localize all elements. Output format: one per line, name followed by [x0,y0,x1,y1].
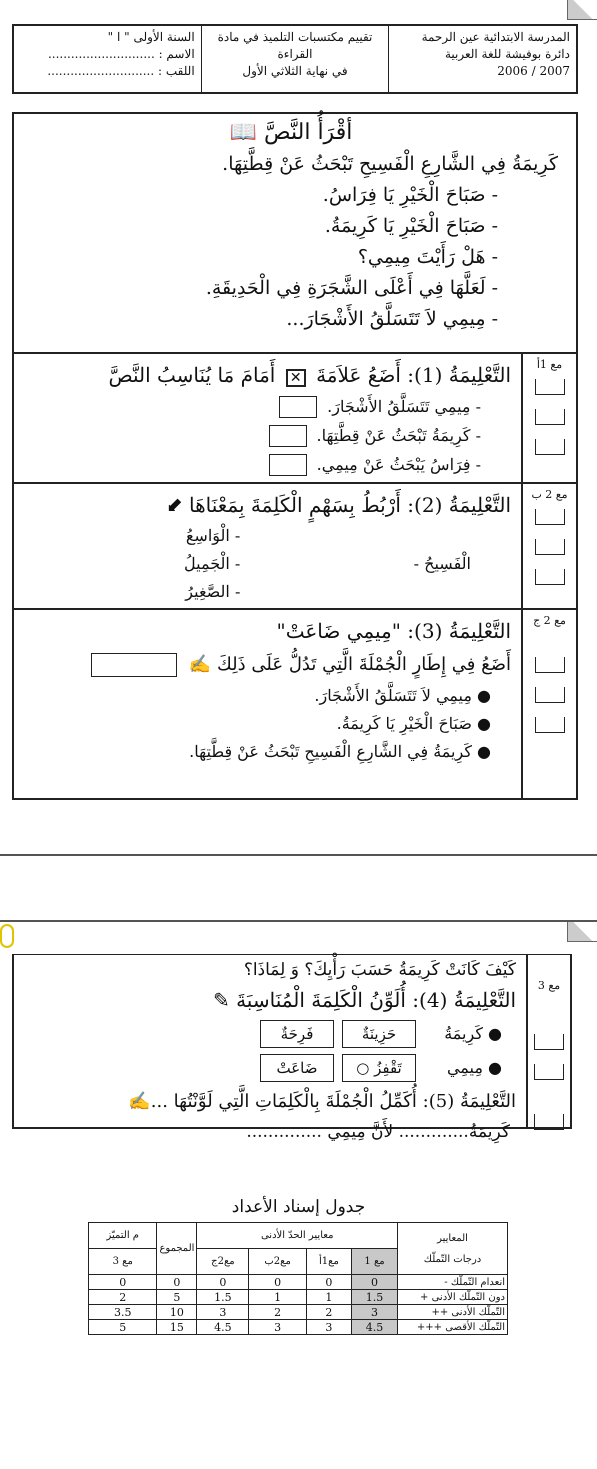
score-box[interactable] [535,657,565,673]
score-box[interactable] [535,569,565,585]
excellence-header: م التميّز [89,1223,157,1249]
reading-line: - صَبَاحَ الْخَيْرِ يَا كَرِيمَةُ. [324,215,498,237]
score-column [526,955,570,1127]
criteria-header: المعايير درجات التّملّك [398,1223,508,1275]
target-word[interactable]: - الْجَمِيلُ [184,554,241,573]
option-row[interactable]: ● صَبَاحَ الْخَيْرِ يَا كَرِيمَةُ. [336,714,491,733]
answer-checkbox[interactable] [269,454,307,476]
word-choice-row [24,1051,516,1085]
page-curl-icon [567,922,597,942]
option-row: - فِرَاسُ يَبْحَثُ عَنْ مِيمِي. [24,450,511,479]
score-column [521,610,576,798]
school-name: المدرسة الابتدائية عين الرحمة [421,30,570,44]
school-info [388,26,576,92]
question-content [14,955,526,1142]
matching-area [24,522,511,606]
col-header: مع 1 [352,1249,398,1275]
student-info [14,26,201,92]
score-box[interactable] [534,1114,564,1130]
question-title: التَّعْلِيمَةُ (4): أُلَوِّنُ الْكَلِمَةَ الْمُنَاسِبَةَ ✎ [212,988,516,1012]
target-word[interactable]: - الصَّغِيرُ [185,582,241,601]
reading-line: كَرِيمَةُ فِي الشَّارِعِ الْفَسِيحِ تَبْحَثُ عَنْ قِطَّتِهَا. [222,153,558,175]
option-row: - مِيمِي تَتَسَلَّقُ الأَشْجَارَ. [24,392,511,421]
reading-line: - صَبَاحَ الْخَيْرِ يَا فِرَاسُ. [322,184,498,206]
table-row: انعدام التّملّك - 0 0 0 0 0 0 [89,1275,508,1290]
criterion-label: مع 1أ [536,358,563,371]
word-option[interactable]: حَزِينَةٌ [342,1020,416,1048]
page-curl-icon [567,0,597,20]
option-row[interactable]: ● كَرِيمَةُ فِي الشَّارِعِ الْفَسِيحِ تَبْحَثُ عَنْ قِطَّتِهَا. [189,742,491,761]
question-content [14,484,521,608]
table-row: التّملّك الأدنى ++ 3 2 2 3 10 3.5 [89,1305,508,1320]
min-criteria-header: معايير الحدّ الأدنى [197,1223,398,1249]
question-3 [12,610,578,800]
score-box[interactable] [535,379,565,395]
score-box[interactable] [534,1064,564,1080]
total-header: المجموع [157,1223,197,1275]
reading-line: - لَعَلَّهَا فِي أَعْلَى الشَّجَرَةِ فِي الْحَدِيقَةِ. [205,277,498,299]
answer-checkbox[interactable] [279,396,317,418]
reading-line: - هَلْ رَأَيْتَ مِيمِي؟ [357,246,498,268]
col-header: مع2ج [197,1249,249,1275]
question-title: التَّعْلِيمَةُ (5): أُكَمِّلُ الْجُمْلَةَ بِالْكَلِمَاتِ الَّتِي لَوَّنْتُهَا ...✍ [128,1091,516,1112]
question-1 [12,354,578,484]
row-label: ● كَرِيمَةُ [444,1024,502,1043]
table-row: التّملّك الأقصى +++ 4.5 3 3 4.5 15 5 [89,1320,508,1335]
reading-line: - مِيمِي لاَ تَتَسَلَّقُ الأَشْجَارَ... [286,308,498,330]
question-instruction: أَضَعُ فِي إِطَارٍ الْجُمْلَةَ الَّتِي تَدُلُّ عَلَى ذَلِكَ ✍ [24,648,511,682]
row-label: ● مِيمِي [446,1058,502,1077]
worksheet-page-2 [0,920,597,1469]
reading-title: أقْرَأُ النَّصَّ 📖 [229,120,353,145]
district-name: دائرة بوفيشة للغة العربية [444,47,570,61]
word-option[interactable]: فَرِحَةٌ [260,1020,334,1048]
criterion-label: مع 2 ج [533,614,566,627]
table-row: دون التّملّك الأدنى + 1.5 1 1 1.5 5 2 [89,1290,508,1305]
score-box[interactable] [535,539,565,555]
page-gap [0,856,597,920]
surname-field[interactable]: اللقب : ............................ [47,64,195,78]
grade-table-title: جدول إسناد الأعداد [231,1197,366,1217]
target-word[interactable]: - الْوَاسِعُ [185,526,241,545]
score-box[interactable] [535,687,565,703]
name-field[interactable]: الاسم : ............................ [47,47,195,61]
question-content [14,610,521,798]
criterion-label: مع 2 ب [531,488,568,501]
col-header: مع1أ [306,1249,351,1275]
score-box[interactable] [535,439,565,455]
option-row[interactable]: ● مِيمِي لاَ تَتَسَلَّقُ الأَشْجَارَ. [314,686,491,705]
score-column [521,484,576,608]
question-title: التَّعْلِيمَةُ (2): أَرْبُطُ بِسَهْمٍ الْكَلِمَةَ بِمَعْنَاهَا ⬋ [165,493,511,517]
answer-checkbox[interactable] [269,425,307,447]
question-title: التَّعْلِيمَةُ (3): "مِيمِي ضَاعَتْ" [276,619,511,643]
score-box[interactable] [535,717,565,733]
eval-title: تقييم مكتسبات التلميذ في مادة [217,30,373,44]
questions-4-5 [12,954,572,1142]
checkbox-mark-icon: ✕ [286,369,306,387]
question-title: التَّعْلِيمَةُ (1): أَضَعُ عَلاَمَةَ ✕ أَمَامَ مَا يُنَاسِبُ النَّصَّ [108,363,511,387]
grade-level: السنة الأولى " ا " [107,30,195,44]
school-year: 2007 / 2006 [497,64,570,78]
subject: القراءة [277,47,313,61]
question-2 [12,484,578,610]
score-box[interactable] [535,409,565,425]
score-box[interactable] [535,509,565,525]
open-question: كَيْفَ كَانَتْ كَرِيمَةُ حَسَبَ رَأْيِكَ؟ وَ لِمَاذَا؟ [243,960,516,980]
word-option[interactable]: ضَاعَتْ [260,1054,334,1082]
eval-info [201,26,389,92]
reading-passage [12,112,578,354]
paperclip-icon [0,924,14,948]
source-word[interactable]: الْفَسِيحُ - [413,554,471,573]
word-option[interactable]: تَقْفِزُ ○ [342,1054,416,1082]
option-row: - كَرِيمَةُ تَبْحَثُ عَنْ قِطَّتِهَا. [24,421,511,450]
grade-table [88,1222,508,1335]
word-choice-row [24,1017,516,1051]
score-column [521,354,576,482]
completion-line[interactable]: كَرِيمَةُ............. لأَنَّ مِيمِي .............. [246,1122,510,1142]
header-table [12,24,578,94]
col-header: مع 3 [89,1249,157,1275]
target-words [184,522,240,606]
score-box[interactable] [534,1034,564,1050]
question-content [14,354,521,482]
term: في نهاية الثلاثي الأول [242,64,348,78]
col-header: مع2ب [249,1249,306,1275]
answer-frame[interactable] [91,653,177,677]
criterion-label: مع 3 [537,979,561,992]
